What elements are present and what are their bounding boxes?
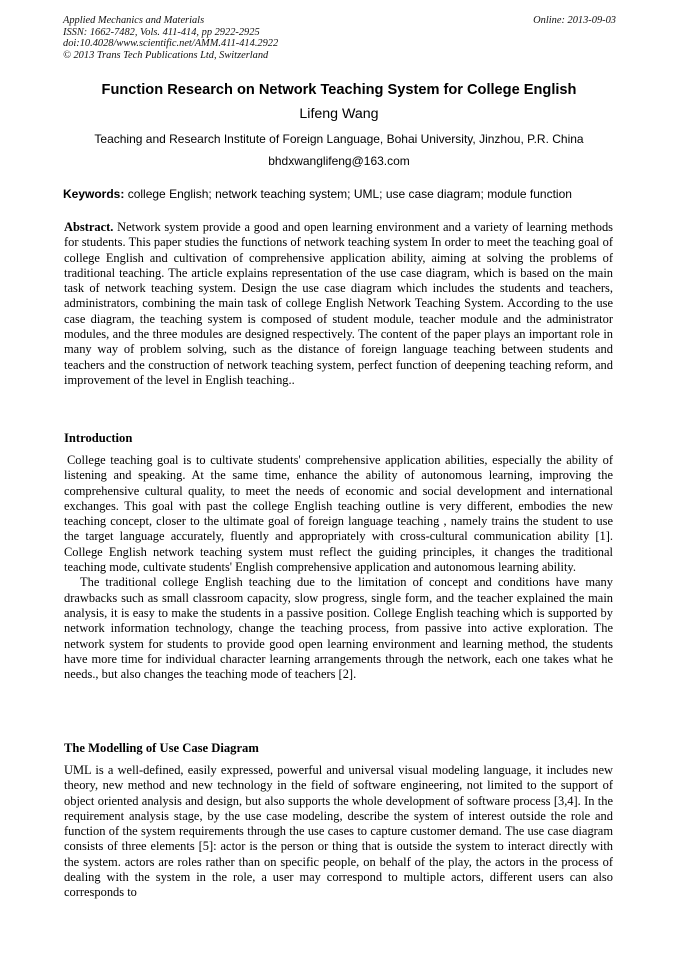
issn-line: ISSN: 1662-7482, Vols. 411-414, pp 2922-2925 (63, 26, 260, 38)
keywords-label: Keywords: (63, 187, 125, 201)
paper-title: Function Research on Network Teaching System for College English (101, 82, 577, 98)
introduction-paragraph-1: College teaching goal is to cultivate students' comprehensive application abilities, especially the ability of listening and speaking. At the same time, enhance the ability of autonomous learning, improving the comprehensive cultural quality, to meet the needs of economic and social development and international exchanges. This goal with past the college English teaching outline is very different, embodies the new teaching concept, closer to the ultimate goal of foreign language teaching , namely trains the student to use the target language accurately, fluently and appropriately with cross-cultural communication ability [1]. College English network teaching system must reflect the guiding principles, it changes the traditional teaching mode, cultivate students' English comprehensive application and autonomous learning ability. (64, 453, 613, 575)
abstract-label: Abstract. (64, 220, 114, 234)
doi-line: doi:10.4028/www.scientific.net/AMM.411-414.2922 (63, 38, 279, 50)
modelling-body (64, 763, 613, 901)
author-name: Lifeng Wang (299, 106, 379, 122)
keywords (63, 187, 623, 201)
abstract (64, 220, 613, 388)
introduction-heading: Introduction (64, 431, 133, 445)
abstract-text: Network system provide a good and open learning environment and a variety of learning methods for students. This paper studies the functions of network teaching system In order to meet the teaching goal of college English and cultivation of comprehensive application ability, aiming at solving the problems of traditional teaching. The article explains representation of the use case diagram, which is based on the main task of network teaching system. Design the use case diagram which includes the students and teachers, administrators, combining the main task of college English Network Teaching System. According to the use case diagram, the teaching system is composed of student module, teacher module and the administrator modules, and the three modules are designed respectively. The content of the paper plays an important role in many way of problem solving, such as the distance of foreign language teaching between students and teachers and the construction of network teaching system, perfect function of deepening teaching reform, and improvement of the level in English teaching.. (64, 220, 614, 387)
introduction-body (64, 453, 613, 682)
keywords-text: college English; network teaching system; UML; use case diagram; module function (127, 187, 572, 201)
modelling-heading: The Modelling of Use Case Diagram (64, 741, 259, 755)
author-email: bhdxwanglifeng@163.com (268, 154, 410, 168)
online-date: Online: 2013-09-03 (533, 15, 616, 26)
journal-name: Applied Mechanics and Materials (63, 15, 205, 26)
modelling-paragraph-1: UML is a well-defined, easily expressed, powerful and universal visual modeling language, it includes new theory, new method and new technology in the field of software engineering, not limited to the support of object oriented analysis and design, but also supports the whole development of software process [3,4]. In the requirement analysis stage, by the use case modeling, describe the system of interest outside the role and function of the system requirements through the use cases to capture customer demand. The use case diagram consists of three elements [5]: actor is the person or thing that is outside the system to interact directly with the system. actors are roles rather than on specific people, on behalf of the play, the actors in the process of dealing with the system in the role, a user may correspond to multiple actors, different users can also corresponds to (64, 763, 613, 900)
journal-header (63, 15, 616, 61)
introduction-paragraph-2: The traditional college English teaching due to the limitation of concept and conditions have many drawbacks such as small classroom capacity, slow progress, single form, and the teacher explained the main analysis, it is easy to make the students in a passive position. College English teaching which is supported by network information technology, change the teaching process, from passive into active exploration. The network system for students to provide good open learning environment and learning method, the students have more time for individual character learning arrangements through the network, each one takes what he needs., but also changes the teaching mode of teachers [2]. (64, 575, 613, 682)
copyright-line: © 2013 Trans Tech Publications Ltd, Switzerland (63, 49, 269, 61)
author-affiliation: Teaching and Research Institute of Foreign Language, Bohai University, Jinzhou, P.R. China (94, 132, 584, 146)
